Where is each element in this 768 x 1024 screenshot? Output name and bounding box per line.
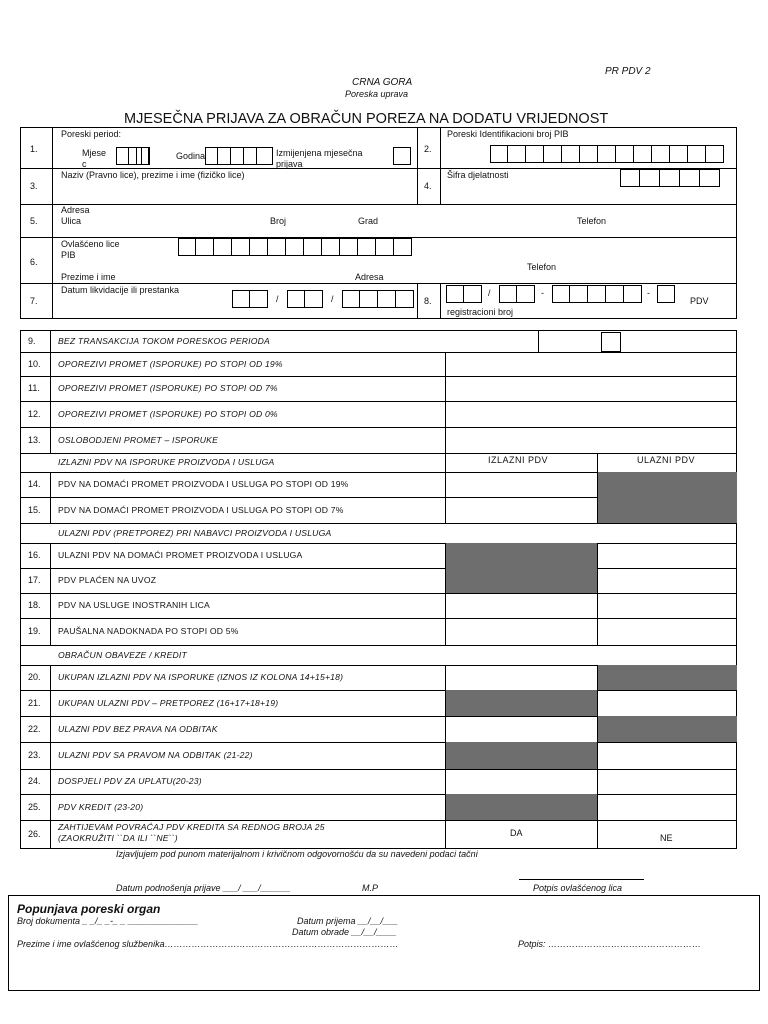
table-row <box>20 376 737 402</box>
row-number: 9. <box>28 335 36 346</box>
table-row <box>20 716 737 743</box>
row-label-note: (ZAOKRUŽITI ``DA ILI ``NE``) <box>58 833 178 843</box>
surname-label: Prezime i ime <box>61 272 116 282</box>
processed-date: Datum obrade __/__/____ <box>292 927 397 937</box>
row-label: ZAHTIJEVAM POVRAĆAJ PDV KREDITA SA REDNOG BROJA 25 <box>58 822 325 832</box>
tax-period-label: Poreski period: <box>61 129 122 139</box>
row-label: IZLAZNI PDV NA ISPORUKE PROIZVODA I USLUGA <box>58 457 275 467</box>
table-row <box>20 794 737 821</box>
row-label: ULAZNI PDV SA PRAVOM NA ODBITAK (21-22) <box>58 750 253 760</box>
table-row <box>20 690 737 717</box>
row-label: UKUPAN IZLAZNI PDV NA ISPORUKE (IZNOS IZ KOLONA 14+15+18) <box>58 672 344 682</box>
table-row <box>20 330 737 353</box>
disabled-input-cell <box>598 472 737 497</box>
liquidation-day-field[interactable] <box>232 290 268 308</box>
input-vat-field[interactable] <box>598 742 737 769</box>
row-label: ULAZNI PDV NA DOMAĆI PROMET PROIZVODA I USLUGA <box>58 550 303 560</box>
table-row <box>20 427 737 454</box>
row-number: 10. <box>28 358 41 369</box>
amount-field[interactable] <box>446 376 737 401</box>
table-row <box>20 352 737 377</box>
row-label: PDV PLAĆEN NA UVOZ <box>58 575 157 585</box>
table-row <box>20 665 737 691</box>
street-label: Ulica <box>61 216 82 226</box>
liquidation-date-label: Datum likvidacije ili prestanka <box>61 285 180 295</box>
submission-date: Datum podnošenja prijave ___/ ___/______ <box>116 883 291 893</box>
taxpayer-name-label: Naziv (Pravno lice), prezime i ime (fizičko lice) <box>61 170 245 180</box>
row-label: OPOREZIVI PROMET (ISPORUKE) PO STOPI OD 19% <box>58 358 283 369</box>
row-label: PDV NA DOMAĆI PROMET PROIZVODA I USLUGA PO STOPI OD 19% <box>58 479 349 489</box>
disabled-output-cell <box>446 794 597 820</box>
output-vat-field[interactable] <box>446 769 597 794</box>
table-row <box>20 472 737 498</box>
row-label: PDV NA USLUGE INOSTRANIH LICA <box>58 600 210 610</box>
pib-field[interactable] <box>490 145 724 163</box>
row-label: OBRAČUN OBAVEZE / KREDIT <box>58 649 187 660</box>
reg-field-3[interactable] <box>552 285 642 303</box>
no-option[interactable]: NE <box>660 833 673 843</box>
row-number: 25. <box>28 801 41 812</box>
reg-field-2[interactable] <box>499 285 535 303</box>
authorized-person-label: Ovlašćeno lice <box>61 239 120 249</box>
authorized-address-label: Adresa <box>355 272 384 282</box>
row-number: 19. <box>28 626 41 636</box>
reg-number-label: registracioni broj <box>447 307 514 317</box>
input-vat-column-header: ULAZNI PDV <box>637 455 696 465</box>
output-vat-field[interactable] <box>446 716 597 742</box>
disabled-input-cell <box>598 716 737 742</box>
row-label: OSLOBODJENI PROMET – ISPORUKE <box>58 434 219 445</box>
table-row <box>20 593 737 619</box>
table-row <box>20 568 737 594</box>
city-label: Grad <box>358 216 379 226</box>
table-row <box>20 618 737 646</box>
amount-field[interactable] <box>446 401 737 427</box>
output-vat-field[interactable] <box>446 472 597 497</box>
disabled-output-cell <box>446 543 597 568</box>
row-number: 15. <box>28 504 41 515</box>
row-label: OPOREZIVI PROMET (ISPORUKE) PO STOPI OD 0% <box>58 408 278 419</box>
liquidation-year-field[interactable] <box>342 290 414 308</box>
country-name: CRNA GORA <box>352 77 413 88</box>
activity-code-label: Šifra djelatnosti <box>447 170 509 180</box>
seal-label: M.P <box>362 883 379 893</box>
reg-field-4[interactable] <box>657 285 675 303</box>
reg-field-1[interactable] <box>446 285 482 303</box>
input-vat-field[interactable] <box>598 618 737 645</box>
table-row <box>20 742 737 770</box>
authorized-pib-field[interactable] <box>178 238 412 256</box>
table-row <box>20 401 737 428</box>
no-transactions-checkbox[interactable] <box>601 332 621 352</box>
yes-option[interactable]: DA <box>510 828 523 838</box>
phone-label: Telefon <box>577 216 607 226</box>
row-number: 22. <box>28 723 41 734</box>
month-field-2[interactable] <box>136 147 149 165</box>
table-row <box>20 543 737 569</box>
section-header-row <box>20 523 737 544</box>
address-label: Adresa <box>61 205 90 215</box>
row-number: 17. <box>28 575 41 585</box>
amended-checkbox[interactable] <box>393 147 411 165</box>
input-vat-field[interactable] <box>598 690 737 716</box>
disabled-output-cell <box>446 568 597 593</box>
row-number: 20. <box>28 672 41 682</box>
output-vat-field[interactable] <box>446 497 597 523</box>
row-label: ULAZNI PDV (PRETPOREZ) PRI NABAVCI PROIZVODA I USLUGA <box>58 527 332 538</box>
authorized-phone-label: Telefon <box>527 262 557 272</box>
form-title: MJESEČNA PRIJAVA ZA OBRAČUN POREZA NA DODATU VRIJEDNOST <box>124 111 609 127</box>
input-vat-field[interactable] <box>598 769 737 794</box>
form-code: PR PDV 2 <box>605 66 651 77</box>
input-vat-field[interactable] <box>598 593 737 618</box>
date-separator: / <box>331 294 334 304</box>
row-number: 23. <box>28 750 41 760</box>
input-vat-field[interactable] <box>598 568 737 593</box>
reg-dash: - <box>541 288 544 298</box>
number-label: Broj <box>270 216 287 226</box>
disabled-output-cell <box>446 690 597 716</box>
date-separator: / <box>276 294 279 304</box>
pib-label: Poreski Identifikacioni broj PIB <box>447 129 569 139</box>
year-label: Godina <box>176 151 206 161</box>
row-number: 11. <box>28 383 40 393</box>
liquidation-month-field[interactable] <box>287 290 323 308</box>
row-number: 1. <box>30 144 38 154</box>
row-number: 7. <box>30 296 38 306</box>
authority-name: Poreska uprava <box>345 89 409 99</box>
table-row <box>20 769 737 795</box>
row-label: DOSPJELI PDV ZA UPLATU(20-23) <box>58 776 202 786</box>
year-field[interactable] <box>205 147 273 165</box>
section-header-row <box>20 645 737 666</box>
tax-office-section <box>8 895 760 991</box>
table-row <box>20 497 737 524</box>
row-number: 16. <box>28 550 41 560</box>
row-number: 8. <box>424 296 432 306</box>
row-label: PDV NA DOMAĆI PROMET PROIZVODA I USLUGA PO STOPI OD 7% <box>58 504 344 515</box>
row-label: PAUŠALNA NADOKNADA PO STOPI OD 5% <box>58 626 239 636</box>
output-vat-column-header: IZLAZNI PDV <box>488 455 549 465</box>
disabled-input-cell <box>598 497 737 523</box>
amended-label: Izmijenjena mjesečna prijava <box>276 148 363 169</box>
input-vat-field[interactable] <box>598 543 737 568</box>
signature-label: Potpis ovlašćenog lica <box>533 883 623 893</box>
officer-signature: Potpis: …………………………………………… <box>518 939 702 949</box>
disabled-input-cell <box>598 665 737 690</box>
activity-code-field[interactable] <box>620 169 720 187</box>
reg-dash: - <box>647 288 650 298</box>
disabled-output-cell <box>446 742 597 769</box>
row-number: 5. <box>30 216 38 226</box>
row-number: 6. <box>30 257 38 267</box>
row-label: BEZ TRANSAKCIJA TOKOM PORESKOG PERIODA <box>58 335 270 346</box>
officer-name: Prezime i ime ovlašćenog službenika…………………………………………………………………… <box>17 939 399 949</box>
row-label: ULAZNI PDV BEZ PRAVA NA ODBITAK <box>58 723 218 734</box>
row-number: 12. <box>28 408 41 419</box>
row-number: 14. <box>28 479 41 489</box>
row-number: 3. <box>30 181 38 191</box>
row-number: 18. <box>28 600 41 610</box>
row-number: 21. <box>28 697 41 708</box>
document-number: Broj dokumenta _ _/_ _-_ _ ______________ <box>17 916 199 926</box>
output-vat-field[interactable] <box>446 593 597 618</box>
row-label: UKUPAN ULAZNI PDV – PRETPOREZ (16+17+18+19) <box>58 697 279 708</box>
row-number: 24. <box>28 776 41 786</box>
row-number: 13. <box>28 434 41 445</box>
row-number: 4. <box>424 181 432 191</box>
office-section-title: Popunjava poreski organ <box>17 902 161 916</box>
month-label: Mjese c <box>82 148 107 169</box>
received-date: Datum prijema __/__/___ <box>297 916 399 926</box>
section-header-row <box>20 453 737 473</box>
row-number: 26. <box>28 829 41 839</box>
output-vat-field[interactable] <box>446 665 597 690</box>
reg-separator: / <box>488 288 491 298</box>
output-vat-field[interactable] <box>446 618 597 645</box>
row-number: 2. <box>424 144 432 154</box>
input-vat-field[interactable] <box>598 794 737 820</box>
row-label: OPOREZIVI PROMET (ISPORUKE) PO STOPI OD 7% <box>58 383 278 393</box>
authorized-pib-label: PIB <box>61 250 76 260</box>
signature-line <box>519 879 644 880</box>
amount-field[interactable] <box>446 352 737 376</box>
row-label: PDV KREDIT (23-20) <box>58 801 144 812</box>
declaration-text: Izjavljujem pod punom materijalnom i krivičnom odgovornošću da su navedeni podaci tačni <box>116 849 478 859</box>
table-row <box>20 820 737 849</box>
amount-field[interactable] <box>446 427 737 453</box>
pdv-label: PDV <box>690 296 709 306</box>
